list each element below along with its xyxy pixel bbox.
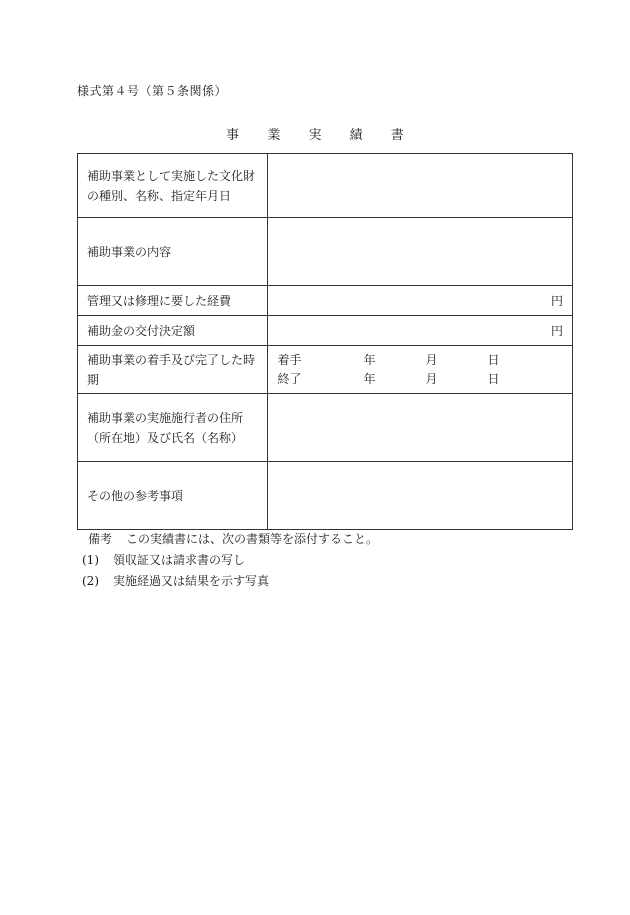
field-grant-amount[interactable] xyxy=(268,316,573,346)
field-expenses[interactable] xyxy=(268,286,573,316)
table-row xyxy=(78,154,573,218)
form-number: 様式第４号（第５条関係） xyxy=(77,84,228,98)
table-row xyxy=(78,218,573,286)
row-label-cultural-property: 補助事業として実施した文化財の種別、名称、指定年月日 xyxy=(78,154,268,218)
yen-unit: 円 xyxy=(550,293,563,308)
remarks-head: 備考 xyxy=(88,532,113,546)
field-period[interactable] xyxy=(268,346,573,394)
report-table xyxy=(77,153,573,530)
field-cultural-property[interactable] xyxy=(268,154,573,218)
year-label: 年 xyxy=(363,372,376,386)
row-label-implementer: 補助事業の実施施行者の住所（所在地）及び氏名（名称） xyxy=(78,394,268,462)
row-label-expenses: 管理又は修理に要した経費 xyxy=(78,286,268,316)
table-row xyxy=(78,286,573,316)
table-row xyxy=(78,394,573,462)
item-text: 領収証又は請求書の写し xyxy=(113,553,246,567)
day-label: 日 xyxy=(487,353,500,367)
remarks-item xyxy=(82,550,378,571)
row-label-grant-amount: 補助金の交付決定額 xyxy=(78,316,268,346)
title-char: 書 xyxy=(390,128,404,143)
title-char: 実 xyxy=(308,128,322,143)
item-number: (2) xyxy=(82,574,99,588)
remarks-text: この実績書には、次の書類等を添付すること。 xyxy=(126,532,379,546)
table-row xyxy=(78,346,573,394)
row-label-other-notes: その他の参考事項 xyxy=(78,462,268,530)
month-label: 月 xyxy=(425,353,438,367)
item-text: 実施経過又は結果を示す写真 xyxy=(113,574,270,588)
title-char: 業 xyxy=(267,128,281,143)
start-label: 着手 xyxy=(277,353,302,367)
table-row xyxy=(78,316,573,346)
month-label: 月 xyxy=(425,372,438,386)
end-date-row xyxy=(277,370,563,389)
remarks xyxy=(82,529,379,592)
day-label: 日 xyxy=(487,372,500,386)
remarks-item xyxy=(82,571,378,592)
table-row xyxy=(78,462,573,530)
item-number: (1) xyxy=(82,553,99,567)
title-char: 事 xyxy=(226,128,240,143)
document-title xyxy=(0,124,630,143)
yen-unit: 円 xyxy=(550,323,563,338)
title-char: 績 xyxy=(349,128,363,143)
year-label: 年 xyxy=(363,353,376,367)
row-label-period: 補助事業の着手及び完了した時期 xyxy=(78,346,268,394)
end-label: 終了 xyxy=(277,372,302,386)
remarks-line xyxy=(88,529,378,550)
field-content[interactable] xyxy=(268,218,573,286)
start-date-row xyxy=(277,351,563,370)
field-other-notes[interactable] xyxy=(268,462,573,530)
field-implementer[interactable] xyxy=(268,394,573,462)
row-label-content: 補助事業の内容 xyxy=(78,218,268,286)
